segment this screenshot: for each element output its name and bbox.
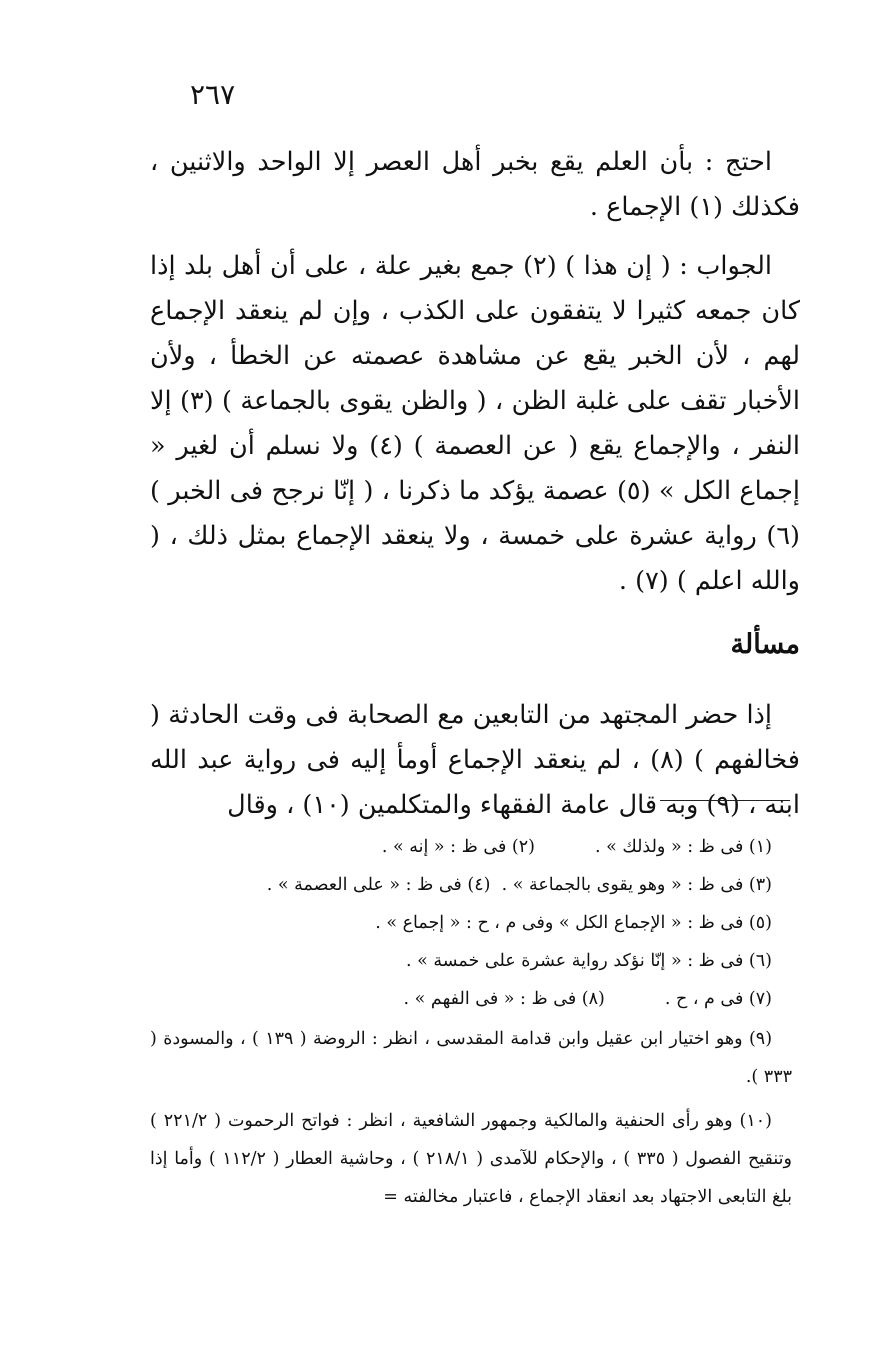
footnote-6: (٦) فى ظ : « إنّا نؤكد رواية عشرة على خمسة » . bbox=[406, 951, 772, 971]
footnotes bbox=[150, 828, 792, 1216]
footnote-row bbox=[150, 828, 792, 866]
page-number: ٢٦٧ bbox=[190, 78, 236, 111]
footnote-row bbox=[150, 866, 792, 904]
footnote-9: (٩) وهو اختيار ابن عقيل وابن قدامة المقدسى ، انظر : الروضة ( ١٣٩ ) ، والمسودة ( ٣٣٣ ). bbox=[150, 1029, 792, 1087]
footnote-2: (٢) فى ظ : « إنه » . bbox=[381, 837, 535, 857]
footnote-row bbox=[150, 980, 792, 1018]
footnote-8: (٨) فى ظ : « فى الفهم » . bbox=[403, 989, 605, 1009]
footnote-3: (٣) فى ظ : « وهو يقوى بالجماعة » . bbox=[501, 875, 772, 895]
main-text bbox=[150, 140, 800, 846]
paragraph-answer: الجواب : ( إن هذا ) (٢) جمع بغير علة ، على أن أهل بلد إذا كان جمعه كثيرا لا يتفقون على الكذب ، وإن لم ينعقد الإجماع لهم ، لأن الخبر يقع عن مشاهدة عصمته عن الخطأ ، ولأن الأخبار تقف على غلبة الظن ، ( والظن يقوى بالجماعة ) (٣) إلا النفر ، والإجماع يقع ( عن العصمة ) (٤) ولا نسلم أن لغير « إجماع الكل » (٥) عصمة يؤكد ما ذكرنا ، ( إنّا نرجح فى الخبر ) (٦) رواية عشرة على خمسة ، ولا ينعقد الإجماع بمثل ذلك ، ( والله اعلم ) (٧) . bbox=[150, 251, 801, 596]
footnote-4: (٤) فى ظ : « على العصمة » . bbox=[266, 875, 491, 895]
footnote-row bbox=[150, 942, 792, 980]
footnote-7: (٧) فى م ، ح . bbox=[664, 989, 772, 1009]
footnote-5: (٥) فى ظ : « الإجماع الكل » وفى م ، ح : « إجماع » . bbox=[375, 913, 772, 933]
footnote-1: (١) فى ظ : « ولذلك » . bbox=[594, 837, 772, 857]
section-heading: مسألة bbox=[730, 629, 800, 660]
paragraph-argument: احتج : بأن العلم يقع بخبر أهل العصر إلا الواحد والاثنين ، فكذلك (١) الإجماع . bbox=[150, 147, 800, 222]
paragraph-issue: إذا حضر المجتهد من التابعين مع الصحابة فى وقت الحادثة ( فخالفهم ) (٨) ، لم ينعقد الإجماع أومأ إليه فى رواية عبد الله ابنه ، (٩) وبه قال عامة الفقهاء والمتكلمين (١٠) ، وقال bbox=[150, 700, 800, 820]
footnote-separator bbox=[660, 800, 790, 801]
footnote-row bbox=[150, 904, 792, 942]
footnote-10: (١٠) وهو رأى الحنفية والمالكية وجمهور الشافعية ، انظر : فواتح الرحموت ( ٢٢١/٢ ) وتنقيح الفصول ( ٣٣٥ ) ، والإحكام للآمدى ( ٢١٨/١ ) ، وحاشية العطار ( ١١٢/٢ ) وأما إذا بلغ التابعى الاجتهاد بعد انعقاد الإجماع ، فاعتبار مخالفته = bbox=[150, 1111, 792, 1207]
